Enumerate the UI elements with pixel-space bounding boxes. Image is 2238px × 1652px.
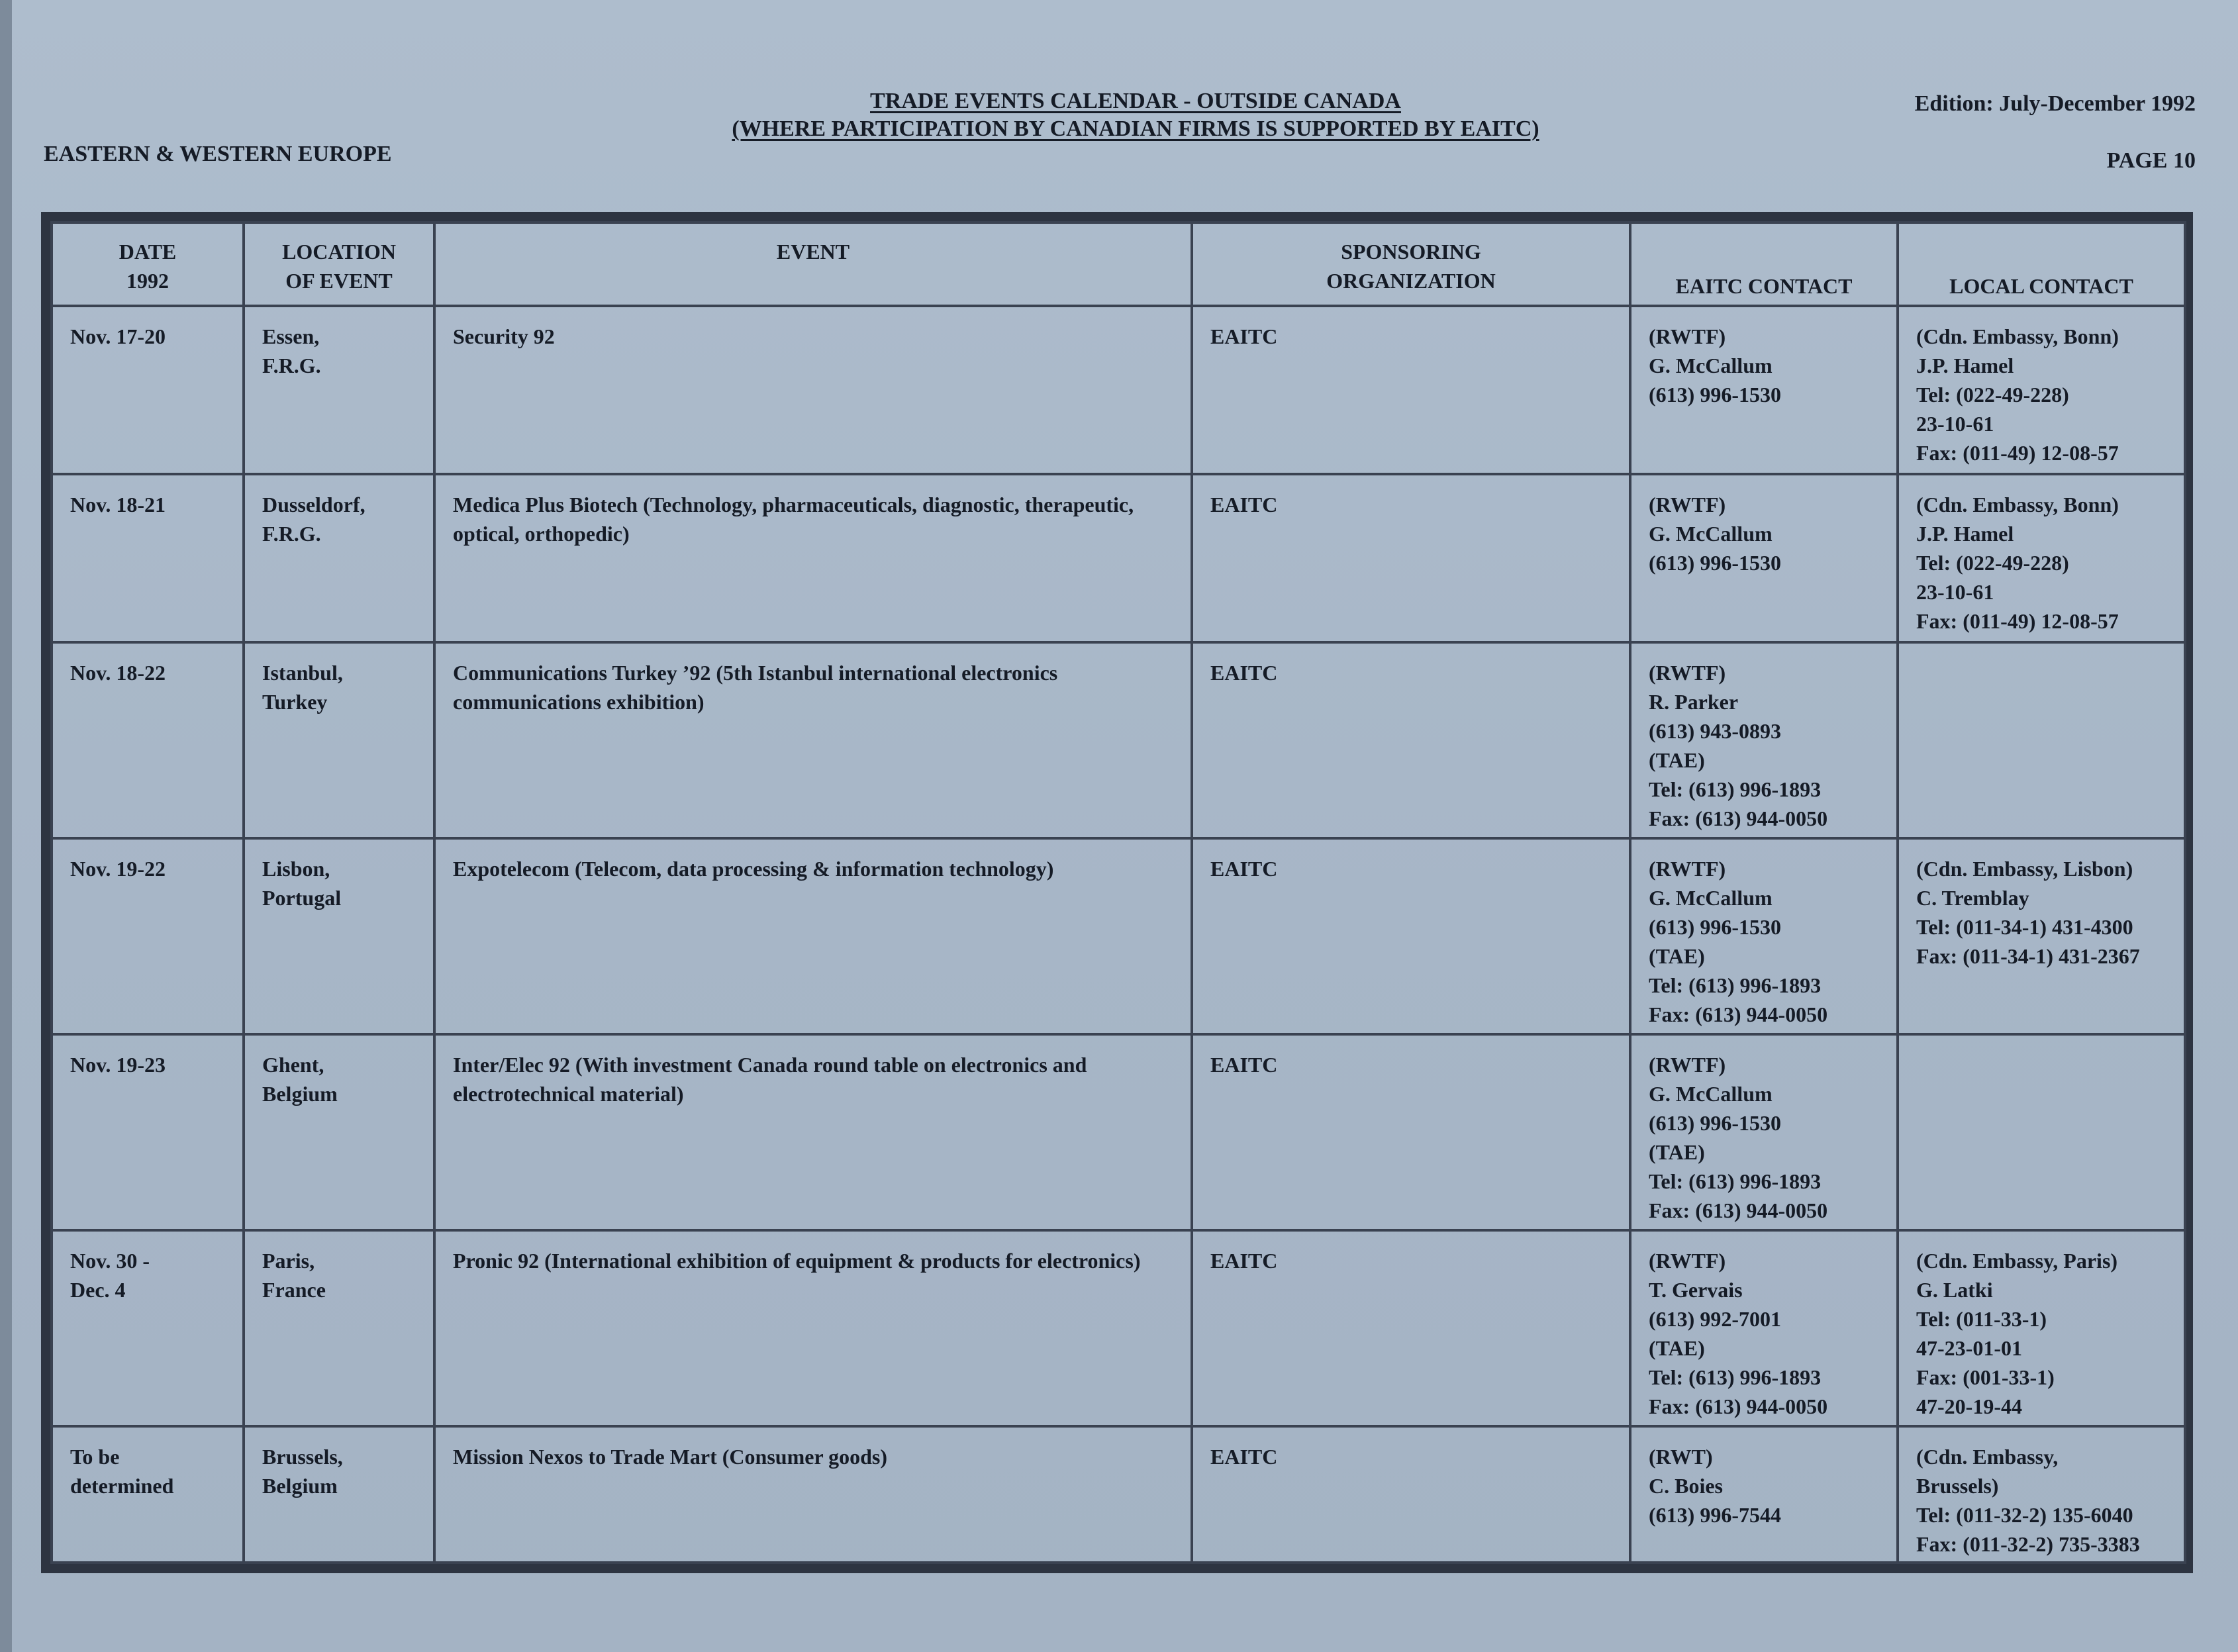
edition-label: Edition: July-December 1992 (1914, 91, 2196, 116)
events-table (50, 221, 2186, 1564)
page-number: PAGE 10 (2106, 148, 2196, 173)
cell-eaitc-contact: (RWTF) G. McCallum (613) 996-1530 (1630, 474, 1898, 642)
cell-sponsor: EAITC (1192, 1426, 1630, 1563)
column-header-location: LOCATION OF EVENT (244, 222, 434, 306)
table-row (52, 474, 2185, 642)
column-header-local-contact: LOCAL CONTACT (1898, 222, 2185, 306)
cell-date: Nov. 18-21 (52, 474, 244, 642)
cell-local-contact: (Cdn. Embassy, Bonn) J.P. Hamel Tel: (022-49-228) 23-10-61 Fax: (011-49) 12-08-57 (1898, 474, 2185, 642)
cell-local-contact: (Cdn. Embassy, Lisbon) C. Tremblay Tel: (011-34-1) 431-4300 Fax: (011-34-1) 431-2367 (1898, 838, 2185, 1034)
cell-eaitc-contact: (RWTF) G. McCallum (613) 996-1530 (TAE) Tel: (613) 996-1893 Fax: (613) 944-0050 (1630, 1034, 1898, 1230)
cell-sponsor: EAITC (1192, 838, 1630, 1034)
cell-date: Nov. 17-20 (52, 306, 244, 474)
cell-local-contact: (Cdn. Embassy, Brussels) Tel: (011-32-2) 135-6040 Fax: (011-32-2) 735-3383 (1898, 1426, 2185, 1563)
cell-date: Nov. 19-22 (52, 838, 244, 1034)
cell-local-contact: (Cdn. Embassy, Paris) G. Latki Tel: (011-33-1) 47-23-01-01 Fax: (001-33-1) 47-20-19-44 (1898, 1230, 2185, 1426)
page-edge-shadow (0, 0, 12, 1652)
cell-sponsor: EAITC (1192, 1034, 1630, 1230)
table-row (52, 1034, 2185, 1230)
table-header-row (52, 222, 2185, 306)
cell-date: Nov. 18-22 (52, 642, 244, 838)
cell-eaitc-contact: (RWTF) T. Gervais (613) 992-7001 (TAE) Tel: (613) 996-1893 Fax: (613) 944-0050 (1630, 1230, 1898, 1426)
table-row (52, 1426, 2185, 1563)
table-row (52, 838, 2185, 1034)
cell-location: Essen, F.R.G. (244, 306, 434, 474)
cell-eaitc-contact: (RWT) C. Boies (613) 996-7544 (1630, 1426, 1898, 1563)
column-header-eaitc-contact: EAITC CONTACT (1630, 222, 1898, 306)
cell-location: Lisbon, Portugal (244, 838, 434, 1034)
events-table-frame (41, 212, 2193, 1573)
column-header-sponsor: SPONSORING ORGANIZATION (1192, 222, 1630, 306)
cell-date: Nov. 19-23 (52, 1034, 244, 1230)
table-row (52, 1230, 2185, 1426)
cell-location: Ghent, Belgium (244, 1034, 434, 1230)
cell-location: Istanbul, Turkey (244, 642, 434, 838)
cell-eaitc-contact: (RWTF) R. Parker (613) 943-0893 (TAE) Tel: (613) 996-1893 Fax: (613) 944-0050 (1630, 642, 1898, 838)
cell-event: Inter/Elec 92 (With investment Canada round table on electronics and electrotechnical material) (434, 1034, 1192, 1230)
cell-event: Communications Turkey ’92 (5th Istanbul international electronics communications exhibition) (434, 642, 1192, 838)
cell-sponsor: EAITC (1192, 306, 1630, 474)
cell-local-contact: (Cdn. Embassy, Bonn) J.P. Hamel Tel: (022-49-228) 23-10-61 Fax: (011-49) 12-08-57 (1898, 306, 2185, 474)
cell-date: To be determined (52, 1426, 244, 1563)
column-header-event: EVENT (434, 222, 1192, 306)
cell-date: Nov. 30 - Dec. 4 (52, 1230, 244, 1426)
cell-sponsor: EAITC (1192, 642, 1630, 838)
cell-local-contact (1898, 642, 2185, 838)
cell-location: Paris, France (244, 1230, 434, 1426)
region-label: EASTERN & WESTERN EUROPE (44, 142, 392, 166)
cell-sponsor: EAITC (1192, 474, 1630, 642)
title-line-1: TRADE EVENTS CALENDAR - OUTSIDE CANADA (870, 89, 1401, 113)
table-row (52, 306, 2185, 474)
cell-event: Medica Plus Biotech (Technology, pharmaceuticals, diagnostic, therapeutic, optical, orthopedic) (434, 474, 1192, 642)
cell-event: Pronic 92 (International exhibition of equipment & products for electronics) (434, 1230, 1192, 1426)
cell-local-contact (1898, 1034, 2185, 1230)
cell-event: Expotelecom (Telecom, data processing & information technology) (434, 838, 1192, 1034)
table-row (52, 642, 2185, 838)
cell-event: Security 92 (434, 306, 1192, 474)
calendar-title (695, 87, 1576, 143)
title-line-2: (WHERE PARTICIPATION BY CANADIAN FIRMS IS SUPPORTED BY EAITC) (732, 117, 1539, 141)
cell-event: Mission Nexos to Trade Mart (Consumer goods) (434, 1426, 1192, 1563)
cell-eaitc-contact: (RWTF) G. McCallum (613) 996-1530 (TAE) Tel: (613) 996-1893 Fax: (613) 944-0050 (1630, 838, 1898, 1034)
cell-location: Dusseldorf, F.R.G. (244, 474, 434, 642)
cell-sponsor: EAITC (1192, 1230, 1630, 1426)
cell-eaitc-contact: (RWTF) G. McCallum (613) 996-1530 (1630, 306, 1898, 474)
cell-location: Brussels, Belgium (244, 1426, 434, 1563)
column-header-date: DATE 1992 (52, 222, 244, 306)
